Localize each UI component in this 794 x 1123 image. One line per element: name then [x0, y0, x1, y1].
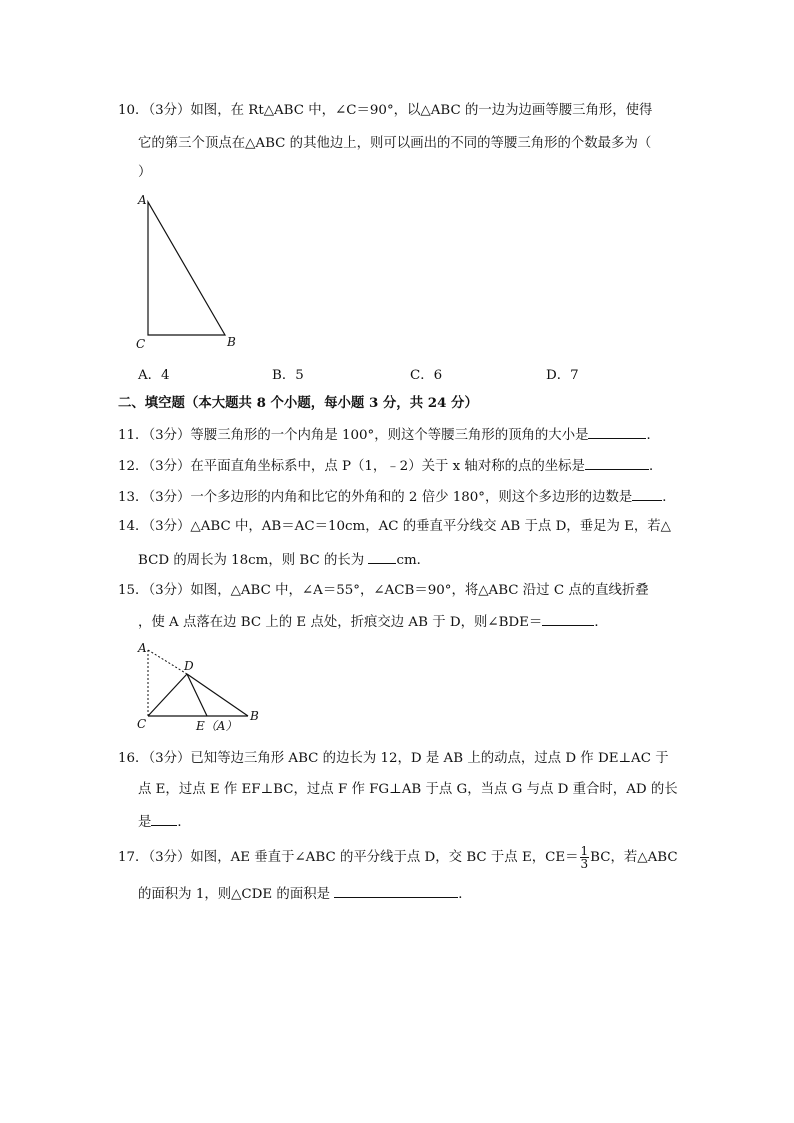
- q12-end: ．: [648, 459, 663, 474]
- q15-fold-cd: [148, 674, 187, 716]
- q15-segment-ad-dotted: [148, 650, 187, 674]
- q14-line-1: 14．（3分）△ABC 中，AB＝AC＝10cm，AC 的垂直平分线交 AB 于点 D，垂足为 E，若△: [118, 519, 671, 534]
- q14-text: BCD 的周长为 18cm，则 BC 的长为: [138, 553, 365, 568]
- q16-answer-blank[interactable]: [151, 811, 177, 826]
- q10-choice-d: D．7: [546, 368, 579, 383]
- q17-line-1: [118, 845, 678, 870]
- q15-label-e: E（A）: [196, 719, 238, 733]
- section-2-title: 二、填空题（本大题共 8 个小题，每小题 3 分，共 24 分）: [118, 395, 478, 411]
- q12-answer-blank[interactable]: [585, 455, 649, 470]
- q13-text: 13．（3分）一个多边形的内角和比它的外角和的 2 倍少 180°，则这个多边形的边数是: [118, 490, 633, 505]
- q16-line-1: 16．（3分）已知等边三角形 ABC 的边长为 12，D 是 AB 上的动点，过点 D 作 DE⊥AC 于: [118, 751, 669, 766]
- q15-label-a: A: [138, 641, 147, 655]
- q10-line-3: ）: [138, 165, 152, 180]
- q11-line: [118, 424, 660, 446]
- q10-label-c: C: [136, 337, 146, 350]
- q10-choice-b: B．5: [272, 368, 304, 383]
- q17-answer-blank[interactable]: [334, 883, 458, 898]
- q17-line-2: [138, 883, 472, 905]
- q15-fold-triangle-figure: [134, 640, 274, 735]
- q10-choice-a: A．4: [138, 368, 170, 383]
- q15-text: ，使 A 点落在边 BC 上的 E 点处，折痕交边 AB 于 D，则∠BDE＝: [138, 615, 543, 630]
- q10-line-2: 它的第三个顶点在△ABC 的其他边上，则可以画出的不同的等腰三角形的个数最多为（: [138, 136, 652, 151]
- q17-fraction-denominator: 3: [580, 857, 589, 871]
- q15-answer-blank[interactable]: [542, 611, 594, 626]
- q11-answer-blank[interactable]: [588, 424, 646, 439]
- q13-end: ．: [662, 490, 676, 505]
- q15-label-c: C: [137, 717, 147, 731]
- q14-line-2: [138, 549, 430, 571]
- q17-fraction-numerator: 1: [580, 844, 589, 858]
- q16-line-2: 点 E，过点 E 作 EF⊥BC，过点 F 作 FG⊥AB 于点 G，当点 G 与点 D 重合时，AD 的长: [138, 782, 678, 797]
- q15-label-d: D: [184, 659, 194, 673]
- q13-answer-blank[interactable]: [632, 486, 662, 501]
- q12-text: 12．（3分）在平面直角坐标系中，点 P（1，﹣2）关于 x 轴对称的点的坐标是: [118, 459, 585, 474]
- q16-end: ．: [177, 815, 191, 830]
- q17-fraction: [580, 845, 590, 870]
- q10-right-triangle-figure: [130, 190, 250, 350]
- q10-line-1: 10．（3分）如图，在 Rt△ABC 中，∠C＝90°，以△ABC 的一边为边画等腰三角形，使得: [118, 103, 653, 118]
- q14-unit: cm．: [396, 553, 431, 568]
- q13-line: [118, 486, 676, 508]
- q15-label-b: B: [250, 709, 259, 723]
- q10-label-a: A: [138, 193, 147, 207]
- q17-text-a: 17．（3分）如图，AE 垂直于∠ABC 的平分线于点 D，交 BC 于点 E，CE＝: [118, 850, 579, 865]
- q17-text-b: BC，若△ABC: [590, 850, 678, 865]
- q11-end: ．: [646, 428, 660, 443]
- q11-text: 11．（3分）等腰三角形的一个内角是 100°，则这个等腰三角形的顶角的大小是: [118, 428, 589, 443]
- q16-text: 是: [138, 815, 152, 830]
- q15-line-1: 15．（3分）如图，△ABC 中，∠A＝55°，∠ACB＝90°，将△ABC 沿过 C 点的直线折叠: [118, 583, 649, 598]
- q15-end: ．: [594, 615, 608, 630]
- q15-segment-db: [187, 674, 248, 716]
- q16-line-3: [138, 811, 191, 833]
- q14-answer-blank[interactable]: [368, 549, 396, 564]
- q10-triangle-abc: [148, 202, 225, 335]
- q10-label-b: B: [227, 335, 236, 349]
- q15-line-2: [138, 611, 608, 633]
- q17-end: ．: [458, 887, 472, 902]
- q17-text: 的面积为 1，则△CDE 的面积是: [138, 887, 330, 902]
- q12-line: [118, 455, 662, 477]
- q10-choice-c: C．6: [410, 368, 443, 383]
